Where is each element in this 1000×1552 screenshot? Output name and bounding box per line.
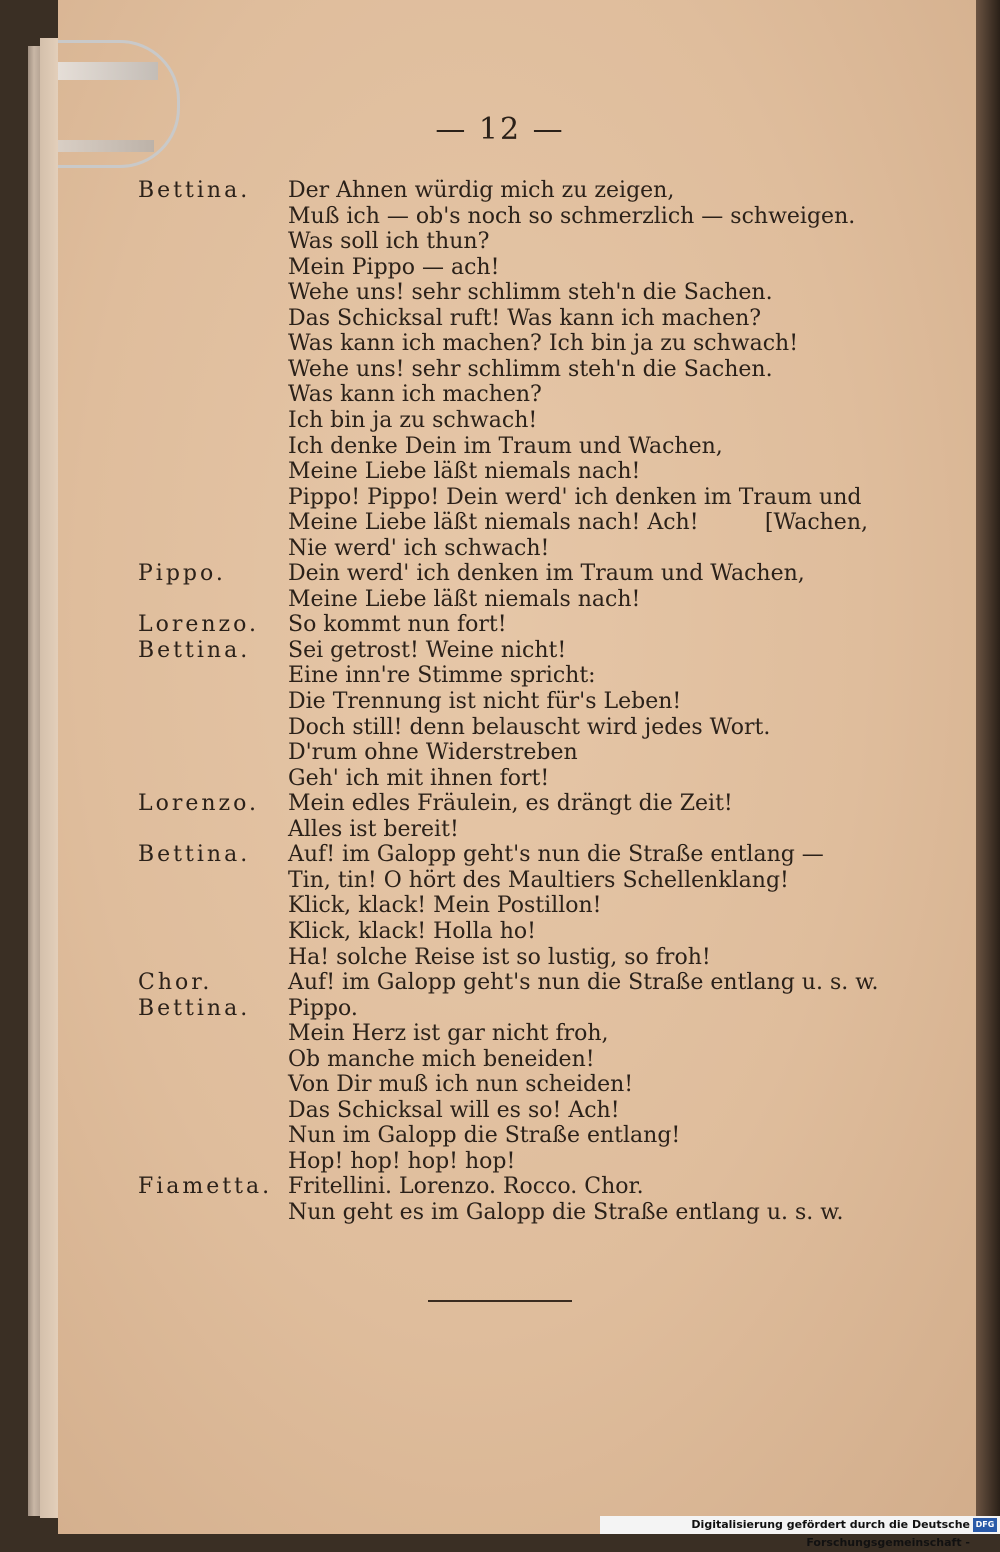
verse-line: Die Trennung ist nicht für's Leben!: [288, 689, 682, 714]
verse-line: Fritellini. Lorenzo. Rocco. Chor.: [288, 1174, 644, 1200]
verse-line: Was kann ich machen?: [288, 382, 542, 408]
verse-line: Ob manche mich beneiden!: [288, 1046, 595, 1072]
overflow-word: [Wachen,: [764, 510, 868, 536]
footer-text: Digitalisierung gefördert durch die Deutsche Forschungsgemeinschaft -: [691, 1518, 970, 1549]
dfg-logo: DFG: [973, 1518, 997, 1532]
verse-line: Klick, klack! Holla ho!: [288, 918, 536, 944]
verse-line: Muß ich — ob's noch so schmerzlich — schweigen.: [288, 203, 856, 229]
verse-line: Sei getrost! Weine nicht!: [288, 637, 567, 663]
verse-line: Mein Pippo — ach!: [288, 254, 500, 280]
verse-line: Mein Herz ist gar nicht froh,: [288, 1021, 609, 1047]
page-number: — 12 —: [435, 112, 565, 147]
verse-line: Ich bin ja zu schwach!: [288, 407, 538, 433]
speaker-name: Lorenzo.: [138, 791, 260, 817]
speaker-name: Bettina.: [138, 842, 251, 868]
verse-line: Klick, klack! Mein Postillon!: [288, 893, 602, 919]
verse-line: Nun geht es im Galopp die Straße entlang u. s. w.: [288, 1200, 844, 1225]
verse-line: Wehe uns! sehr schlimm steh'n die Sachen.: [288, 280, 773, 306]
speaker-name: Lorenzo.: [138, 612, 260, 638]
verse-line: Auf! im Galopp geht's nun die Straße entlang u. s. w.: [288, 970, 879, 996]
verse-line: Von Dir muß ich nun scheiden!: [288, 1072, 634, 1098]
verse-line: Tin, tin! O hört des Maultiers Schellenklang!: [288, 867, 789, 893]
verse-line: Meine Liebe läßt niemals nach!: [288, 459, 641, 485]
verse-line: D'rum ohne Widerstreben: [288, 740, 578, 766]
end-rule: [428, 1300, 572, 1302]
verse-line: Pippo.: [288, 995, 358, 1021]
verse-line: Ha! solche Reise ist so lustig, so froh!: [288, 944, 711, 970]
footer-credit: [600, 1516, 1000, 1549]
verse-line: Eine inn're Stimme spricht:: [288, 663, 596, 689]
verse-line: Alles ist bereit!: [288, 816, 459, 842]
verse-line: Der Ahnen würdig mich zu zeigen,: [288, 178, 675, 203]
verse-line: Dein werd' ich denken im Traum und Wachen,: [288, 561, 805, 587]
verse-line: Pippo! Pippo! Dein werd' ich denken im Traum und: [288, 484, 862, 510]
speaker-name: Bettina.: [138, 178, 251, 203]
verse-line: Meine Liebe läßt niemals nach! Ach! [Wachen,: [288, 510, 868, 536]
verse-line: Was kann ich machen? Ich bin ja zu schwach!: [288, 331, 799, 357]
speaker-name: Fiametta.: [138, 1174, 273, 1200]
speaker-name: Bettina.: [138, 637, 251, 663]
verse-line: Auf! im Galopp geht's nun die Straße entlang —: [288, 842, 824, 868]
verse-line: Mein edles Fräulein, es drängt die Zeit!: [288, 791, 733, 817]
speaker-name: Bettina.: [138, 995, 251, 1021]
verse-line: So kommt nun fort!: [288, 612, 507, 638]
verse-line: Geh' ich mit ihnen fort!: [288, 765, 550, 791]
verse-line: Nie werd' ich schwach!: [288, 535, 550, 561]
verse-line: Wehe uns! sehr schlimm steh'n die Sachen.: [288, 356, 773, 382]
speaker-name: Chor.: [138, 970, 213, 996]
verse-line: Doch still! denn belauscht wird jedes Wort.: [288, 714, 771, 740]
speaker-name: Pippo.: [138, 561, 226, 587]
verse-line: Ich denke Dein im Traum und Wachen,: [288, 433, 723, 459]
verse-line: Hop! hop! hop! hop!: [288, 1148, 516, 1174]
verse-line: Das Schicksal will es so! Ach!: [288, 1097, 620, 1123]
verse-line: Nun im Galopp die Straße entlang!: [288, 1123, 681, 1149]
verse-line: Das Schicksal ruft! Was kann ich machen?: [288, 305, 762, 331]
verse-line: Meine Liebe läßt niemals nach!: [288, 586, 641, 612]
verse-line: Was soll ich thun?: [288, 229, 490, 255]
